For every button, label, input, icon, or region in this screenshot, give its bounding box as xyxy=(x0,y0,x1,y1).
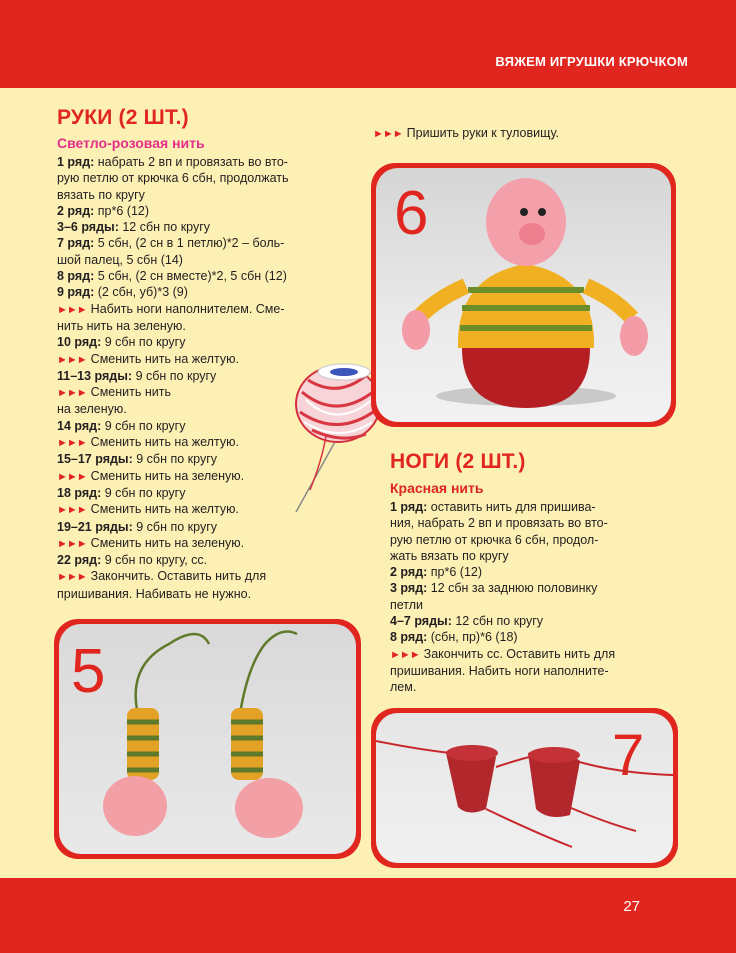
instruction-line xyxy=(57,552,357,568)
row-text: 9 сбн по кругу xyxy=(132,368,217,383)
row-label: 1 ряд: xyxy=(390,500,428,514)
row-text: Сменить нить на желтую. xyxy=(90,351,239,366)
arrow-icon: ►►► xyxy=(390,648,420,661)
row-text: петли xyxy=(390,597,424,612)
row-text: 9 сбн по кругу, сс. xyxy=(101,553,208,568)
arrow-icon: ►►► xyxy=(57,387,87,400)
instruction-line xyxy=(57,586,357,602)
instruction-line xyxy=(390,499,680,515)
instruction-line xyxy=(390,532,680,548)
instruction-line xyxy=(57,219,357,235)
arrow-icon: ►►► xyxy=(57,353,87,366)
sew-note: ►►► Пришить руки к туловищу. xyxy=(373,126,559,140)
instruction-line xyxy=(390,564,680,580)
row-label: 2 ряд: xyxy=(390,565,428,580)
row-text: шой палец, 5 сбн (14) xyxy=(57,252,183,267)
instruction-line xyxy=(57,568,357,585)
row-text: лем. xyxy=(390,680,417,695)
instruction-line xyxy=(57,235,357,251)
instruction-line xyxy=(57,284,357,300)
row-text: ния, набрать 2 вп и провязать во вто- xyxy=(390,516,608,531)
photo-number-7: 7 xyxy=(612,723,645,788)
legs-thread: Красная нить xyxy=(390,480,484,496)
instruction-line xyxy=(390,580,680,596)
row-text: (сбн, пр)*6 (18) xyxy=(427,630,518,645)
arrow-icon: ►►► xyxy=(373,128,403,140)
row-text: Сменить нить xyxy=(90,385,171,400)
header-band xyxy=(0,0,736,88)
row-text: 9 сбн по кругу xyxy=(132,452,217,467)
legs-title: НОГИ (2 ШТ.) xyxy=(390,450,526,473)
instruction-line xyxy=(57,203,357,219)
row-label: 1 ряд: xyxy=(57,155,95,169)
row-text: пр*6 (12) xyxy=(94,203,150,218)
row-text: жать вязать по кругу xyxy=(390,548,509,563)
row-text: 5 сбн, (2 сн в 1 петлю)*2 – боль- xyxy=(94,236,285,251)
row-text: пришивания. Набивать не нужно. xyxy=(57,586,252,601)
row-text: Набить ноги наполнителем. Сме- xyxy=(90,301,285,316)
arrow-icon: ►►► xyxy=(57,537,87,550)
row-label: 4–7 ряды: xyxy=(390,614,452,629)
legs-instructions xyxy=(390,499,680,696)
instruction-line xyxy=(57,519,357,535)
instruction-line xyxy=(57,301,357,318)
instruction-line xyxy=(390,515,680,531)
instruction-line xyxy=(390,613,680,629)
photo-7-legs xyxy=(376,713,673,863)
instruction-line xyxy=(390,548,680,564)
arms-thread: Светло-розовая нить xyxy=(57,135,205,151)
row-text: пришивания. Набить ноги наполните- xyxy=(390,663,609,678)
row-text: набрать 2 вп и провязать во вто- xyxy=(94,155,288,169)
legs-section xyxy=(390,450,680,696)
row-label: 8 ряд: xyxy=(57,269,95,284)
instruction-line xyxy=(57,187,357,203)
instruction-line xyxy=(57,268,357,284)
row-text: (2 сбн, уб)*3 (9) xyxy=(94,285,188,300)
instruction-line xyxy=(390,646,680,663)
row-label: 7 ряд: xyxy=(57,236,95,251)
running-title: ВЯЖЕМ ИГРУШКИ КРЮЧКОМ xyxy=(495,54,688,69)
row-label: 22 ряд: xyxy=(57,553,102,568)
row-text: 9 сбн по кругу xyxy=(101,418,186,433)
row-text: нить нить на зеленую. xyxy=(57,318,186,333)
row-label: 2 ряд: xyxy=(57,203,95,218)
row-label: 19–21 ряды: xyxy=(57,519,133,534)
arrow-icon: ►►► xyxy=(57,504,87,517)
arrow-icon: ►►► xyxy=(57,437,87,450)
arms-title: РУКИ (2 ШТ.) xyxy=(57,106,189,129)
row-text: 9 сбн по кругу xyxy=(132,519,217,534)
arrow-icon: ►►► xyxy=(57,571,87,584)
row-text: рую петлю от крючка 6 сбн, продол- xyxy=(390,532,599,547)
row-label: 10 ряд: xyxy=(57,335,102,350)
row-text: 9 сбн по кругу xyxy=(101,335,186,350)
arrow-icon: ►►► xyxy=(57,470,87,483)
page-number: 27 xyxy=(623,898,640,915)
row-label: 3 ряд: xyxy=(390,581,428,596)
row-text: 12 сбн по кругу xyxy=(118,220,211,235)
arrow-icon: ►►► xyxy=(57,303,87,316)
row-label: 3–6 ряды: xyxy=(57,220,119,235)
row-text: 12 сбн за заднюю половинку xyxy=(427,581,598,596)
row-label: 14 ряд: xyxy=(57,418,102,433)
photo-number-5: 5 xyxy=(71,637,106,706)
instruction-line xyxy=(390,679,680,695)
instruction-line xyxy=(57,252,357,268)
row-text: Сменить нить на зеленую. xyxy=(90,535,245,550)
row-label: 9 ряд: xyxy=(57,285,95,300)
row-label: 11–13 ряды: xyxy=(57,368,133,383)
yarn-ball-image xyxy=(282,340,382,520)
instruction-line xyxy=(57,318,357,334)
instruction-line xyxy=(390,663,680,679)
instruction-line xyxy=(390,629,680,645)
row-text: Сменить нить на желтую. xyxy=(90,502,239,517)
instruction-line xyxy=(57,170,357,186)
row-label: 15–17 ряды: xyxy=(57,452,133,467)
photo-5-arms xyxy=(59,624,356,854)
row-text: 12 сбн по кругу xyxy=(451,614,544,629)
instruction-line xyxy=(57,154,357,170)
instruction-line xyxy=(390,597,680,613)
row-label: 18 ряд: xyxy=(57,485,102,500)
row-text: Сменить нить на желтую. xyxy=(90,435,239,450)
footer-band xyxy=(0,878,736,953)
row-text: оставить нить для пришива- xyxy=(427,500,596,514)
row-text: пр*6 (12) xyxy=(427,565,483,580)
row-text: Закончить. Оставить нить для xyxy=(90,569,267,584)
row-text: 9 сбн по кругу xyxy=(101,485,186,500)
row-text: Сменить нить на зеленую. xyxy=(90,468,245,483)
row-label: 8 ряд: xyxy=(390,630,428,645)
photo-6-doll xyxy=(376,168,671,422)
row-text: рую петлю от крючка 6 сбн, продолжать xyxy=(57,171,289,186)
row-text: вязать по кругу xyxy=(57,187,145,202)
row-text: 5 сбн, (2 сн вместе)*2, 5 сбн (12) xyxy=(94,269,287,284)
row-text: на зеленую. xyxy=(57,402,127,417)
photo-number-6: 6 xyxy=(394,179,429,248)
instruction-line xyxy=(57,535,357,552)
row-text: Закончить сс. Оставить нить для xyxy=(423,646,616,661)
